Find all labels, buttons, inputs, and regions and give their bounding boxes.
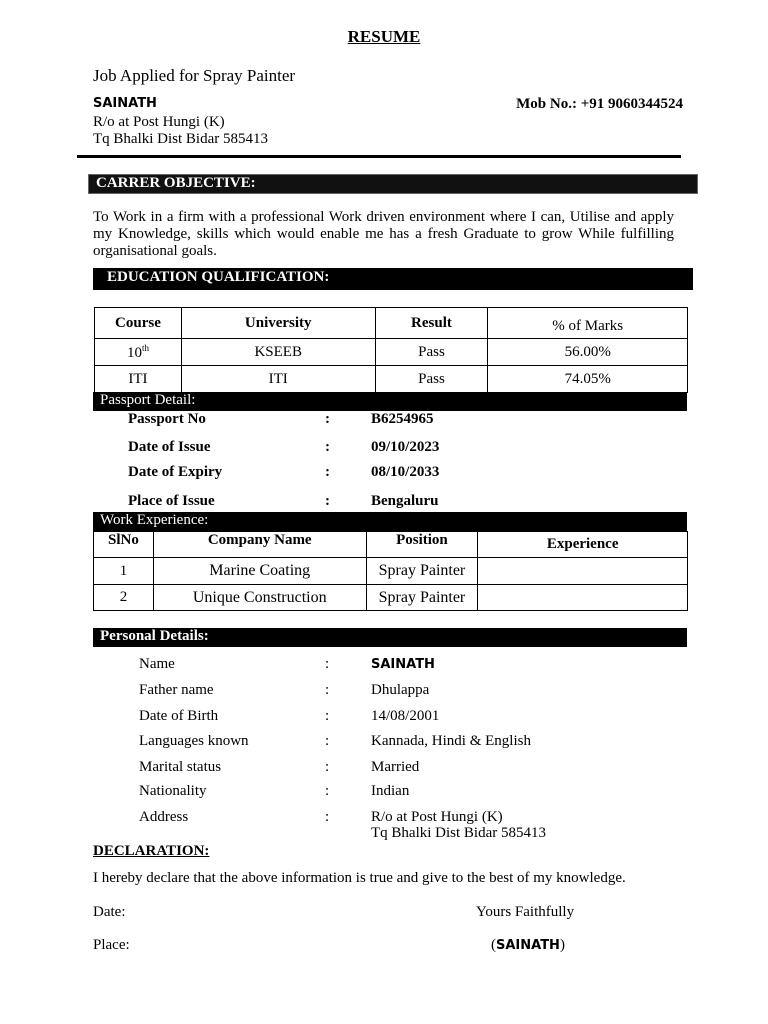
closing-text: Yours Faithfully [476,904,575,920]
header-mobile: Mob No.: +91 9060344524 [516,96,683,112]
education-cell-marks: 56.00% [488,339,688,366]
education-cell-course: ITI [95,366,182,393]
work-cell-slno: 2 [94,585,154,611]
education-col-result: Result [375,308,488,339]
objective-heading-bar [88,174,698,194]
education-heading-bar [93,268,693,290]
field-label: Father name [139,682,214,698]
header-address-line2: Tq Bhalki Dist Bidar 585413 [93,131,268,147]
field-value: R/o at Post Hungi (K) [371,809,503,825]
job-applied: Job Applied for Spray Painter [93,66,296,85]
passport-row-number [0,411,768,431]
signature-open: ( [491,937,496,953]
table-row [95,339,688,366]
personal-row-marital [0,759,768,779]
objective-text: To Work in a firm with a professional Work driven environment where I can, Utilise and apply my Knowledge, skills which would enable me has a fresh Graduate to grow While fulfilling organisational goals. [93,209,674,259]
work-table [93,531,688,611]
signature-name: SAINATH [496,938,560,953]
field-separator: : [325,464,330,480]
field-value: 14/08/2001 [371,708,440,724]
field-separator: : [325,759,330,775]
personal-row-address [0,809,768,845]
education-cell-university: ITI [181,366,375,393]
signature-close: ) [559,937,565,953]
field-value: Dhulappa [371,682,430,698]
work-cell-company: Marine Coating [153,558,366,585]
personal-row-father [0,682,768,702]
table-row [95,366,688,393]
header-name: SAINATH [93,96,157,111]
field-separator: : [325,439,330,455]
education-cell-result: Pass [375,339,488,366]
field-value-line2: Tq Bhalki Dist Bidar 585413 [371,825,546,841]
page-title: RESUME [347,27,421,46]
passport-row-issue-date [0,439,768,459]
field-value: Bengaluru [371,493,439,509]
education-cell-course: 10th [95,339,182,366]
field-label: Address [139,809,189,825]
work-cell-position: Spray Painter [366,558,478,585]
passport-row-expiry-date [0,464,768,484]
objective-heading: CARRER OBJECTIVE: [96,175,256,191]
personal-heading-bar [93,628,687,647]
personal-row-nationality [0,783,768,803]
header-address-line1: R/o at Post Hungi (K) [93,114,225,130]
field-value: Married [371,759,420,775]
passport-heading-bar [93,392,687,411]
education-cell-university: KSEEB [181,339,375,366]
field-separator: : [325,493,330,509]
passport-row-place [0,493,768,513]
work-cell-experience [478,585,688,611]
education-col-university: University [181,308,375,339]
field-separator: : [325,682,330,698]
field-label: Date of Expiry [128,464,223,480]
signature [491,937,565,954]
education-cell-marks: 74.05% [488,366,688,393]
personal-heading: Personal Details: [100,628,209,644]
field-separator: : [325,708,330,724]
header-divider [77,155,681,158]
field-label: Date of Issue [128,439,211,455]
education-table [94,307,688,393]
personal-row-dob [0,708,768,728]
field-label: Date of Birth [139,708,219,724]
education-heading: EDUCATION QUALIFICATION: [107,269,330,285]
work-cell-company: Unique Construction [153,585,366,611]
table-row [94,558,688,585]
field-value: Indian [371,783,410,799]
education-col-course: Course [95,308,182,339]
work-heading: Work Experience: [100,512,209,528]
work-cell-position: Spray Painter [366,585,478,611]
education-cell-result: Pass [375,366,488,393]
work-cell-experience [478,558,688,585]
passport-heading: Passport Detail: [100,392,196,408]
field-label: Languages known [139,733,249,749]
personal-row-languages [0,733,768,753]
field-separator: : [325,809,330,825]
field-label: Place of Issue [128,493,215,509]
field-label: Nationality [139,783,207,799]
work-col-company: Company Name [153,532,366,558]
field-label: Marital status [139,759,222,775]
field-label: Passport No [128,411,206,427]
work-col-position: Position [366,532,478,558]
field-separator: : [325,783,330,799]
table-row [94,585,688,611]
field-value: B6254965 [371,411,434,427]
declaration-heading: DECLARATION: [93,843,210,859]
personal-row-name [0,656,768,676]
declaration-text: I hereby declare that the above information is true and give to the best of my knowledge. [93,870,626,886]
education-col-marks: % of Marks [488,308,688,339]
field-value: 08/10/2033 [371,464,440,480]
work-heading-bar [93,512,687,531]
field-value: Kannada, Hindi & English [371,733,531,749]
work-cell-slno: 1 [94,558,154,585]
field-separator: : [325,411,330,427]
field-separator: : [325,733,330,749]
field-separator: : [325,656,330,672]
work-col-experience: Experience [478,532,688,558]
date-label: Date: [93,904,126,920]
field-value: 09/10/2023 [371,439,440,455]
field-value: SAINATH [371,657,435,672]
place-label: Place: [93,937,130,953]
field-label: Name [139,656,175,672]
work-col-slno: SlNo [94,532,154,558]
